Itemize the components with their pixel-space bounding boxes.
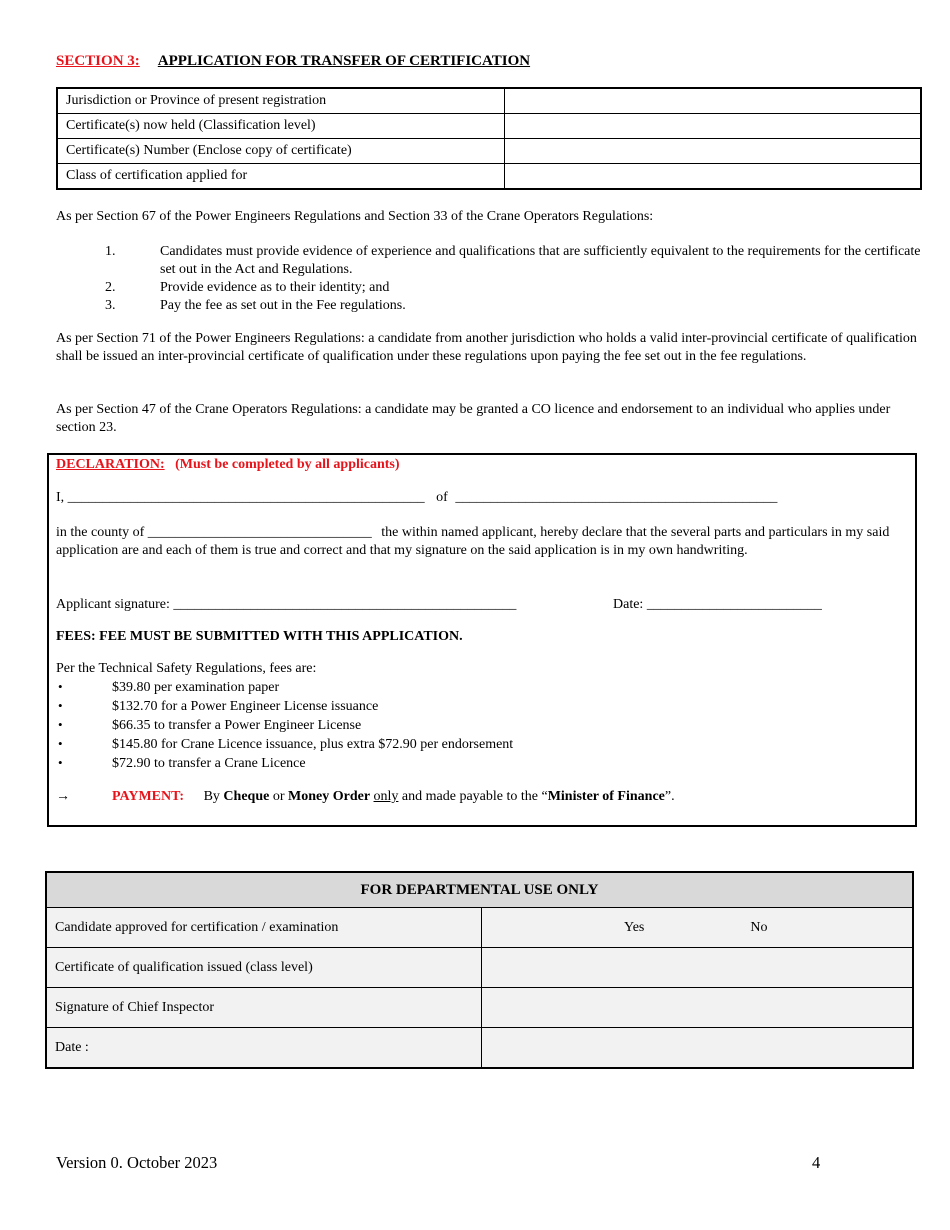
payment-or: or [272, 789, 285, 804]
fee-text: $66.35 to transfer a Power Engineer License [112, 718, 362, 733]
section-heading [56, 52, 530, 71]
county-field[interactable]: ________________________________ [147, 525, 372, 540]
bullet-icon [56, 698, 112, 716]
fee-text: $132.70 for a Power Engineer License issuance [112, 699, 379, 714]
declaration-note: (Must be completed by all applicants) [175, 457, 400, 472]
transfer-row-label: Certificate(s) now held (Classification level) [57, 114, 505, 139]
table-row [46, 988, 913, 1028]
signature-line [56, 596, 516, 614]
dept-row-label: Certificate of qualification issued (class level) [46, 948, 482, 988]
table-row [57, 88, 921, 114]
fee-text: $72.90 to transfer a Crane Licence [112, 756, 306, 771]
section67-intro: As per Section 67 of the Power Engineers Regulations and Section 33 of the Crane Operators Regulations: [56, 209, 654, 224]
declaration-name-line [56, 489, 777, 507]
date-field[interactable]: _________________________ [646, 597, 822, 612]
fee-item [56, 717, 361, 735]
footer-version: Version 0. October 2023 [56, 1153, 218, 1172]
payment-end: ”. [664, 789, 675, 804]
signature-label: Applicant signature: [56, 597, 170, 612]
dept-row-label: Date : [46, 1028, 482, 1069]
bullet-icon [56, 679, 112, 697]
yes-option[interactable]: Yes [624, 919, 645, 935]
list-item [56, 297, 922, 315]
certificate-number-field[interactable] [505, 139, 922, 164]
fee-item [56, 679, 279, 697]
class-applied-field[interactable] [505, 164, 922, 190]
list-number: 2. [105, 280, 116, 295]
declaration-i-label: I, [56, 490, 65, 505]
county-label: in the county of [56, 525, 145, 540]
page-number: 4 [812, 1153, 821, 1172]
fee-item [56, 736, 513, 754]
no-option[interactable]: No [750, 919, 768, 935]
table-row [46, 948, 913, 988]
chief-inspector-signature-field[interactable] [482, 988, 914, 1028]
dept-date-field[interactable] [482, 1028, 914, 1069]
applicant-address-field[interactable]: ______________________________________________ [455, 490, 778, 505]
fee-text: $39.80 per examination paper [112, 680, 280, 695]
dept-row-label: Candidate approved for certification / examination [46, 908, 482, 948]
fee-item [56, 755, 306, 773]
table-row [57, 139, 921, 164]
payment-by: By [203, 789, 220, 804]
certificate-held-field[interactable] [505, 114, 922, 139]
fees-heading: FEES: FEE MUST BE SUBMITTED WITH THIS APPLICATION. [56, 629, 463, 644]
date-line [613, 596, 822, 614]
certificate-issued-field[interactable] [482, 948, 914, 988]
jurisdiction-field[interactable] [505, 88, 922, 114]
list-number: 1. [105, 244, 116, 259]
declaration-heading [56, 456, 400, 474]
table-row [46, 1028, 913, 1069]
list-number: 3. [105, 298, 116, 313]
approval-cell [482, 908, 914, 948]
declaration-statement-block [56, 524, 918, 559]
payment-payee: Minister of Finance [547, 789, 665, 804]
applicant-name-field[interactable]: ___________________________________________________ [67, 490, 425, 505]
date-label: Date: [613, 597, 644, 612]
declaration-statement: the within named applicant, hereby declare that the several parts and particulars in my said application are and each of them is true and correct and that my signature on the said application is in my own handwriting. [56, 525, 890, 558]
payment-label: PAYMENT: [112, 789, 185, 804]
bullet-icon [56, 717, 112, 735]
departmental-use-table [45, 871, 914, 1069]
dept-row-label: Signature of Chief Inspector [46, 988, 482, 1028]
transfer-table [56, 87, 922, 190]
declaration-title: DECLARATION: [56, 457, 165, 472]
payment-cheque: Cheque [223, 789, 270, 804]
table-header-row [46, 872, 913, 908]
declaration-of-label: of [436, 490, 448, 505]
table-row [46, 908, 913, 948]
list-item [56, 279, 922, 297]
list-text: Provide evidence as to their identity; and [160, 280, 390, 295]
list-item [56, 243, 922, 278]
transfer-row-label: Certificate(s) Number (Enclose copy of certificate) [57, 139, 505, 164]
departmental-use-title: FOR DEPARTMENTAL USE ONLY [46, 872, 913, 908]
fees-intro: Per the Technical Safety Regulations, fees are: [56, 661, 317, 676]
section-number: SECTION 3: [56, 53, 140, 69]
signature-field[interactable]: _________________________________________________ [173, 597, 517, 612]
table-row [57, 114, 921, 139]
payment-money-order: Money Order [288, 789, 371, 804]
list-text: Pay the fee as set out in the Fee regulations. [160, 298, 406, 313]
fee-text: $145.80 for Crane Licence issuance, plus extra $72.90 per endorsement [112, 737, 514, 752]
payment-payable: and made payable to the “ [401, 789, 548, 804]
bullet-icon [56, 736, 112, 754]
transfer-row-label: Jurisdiction or Province of present registration [57, 88, 505, 114]
list-text: Candidates must provide evidence of experience and qualifications that are sufficiently equivalent to the requirements for the certificate set out in the Act and Regulations. [160, 244, 921, 277]
section47-paragraph: As per Section 47 of the Crane Operators Regulations: a candidate may be granted a CO licence and endorsement to an individual who applies under section 23. [56, 402, 891, 435]
fee-item [56, 698, 378, 716]
payment-line [56, 788, 675, 806]
section-title: APPLICATION FOR TRANSFER OF CERTIFICATION [157, 53, 531, 69]
arrow-icon: → [56, 789, 70, 804]
transfer-row-label: Class of certification applied for [57, 164, 505, 190]
section71-paragraph: As per Section 71 of the Power Engineers Regulations: a candidate from another jurisdiction who holds a valid inter-provincial certificate of qualification shall be issued an inter-provincial certificate of qualification under these regulations upon paying the fee set out in the fee regulations. [56, 331, 917, 364]
table-row [57, 164, 921, 190]
payment-only: only [373, 789, 399, 804]
bullet-icon [56, 755, 112, 773]
